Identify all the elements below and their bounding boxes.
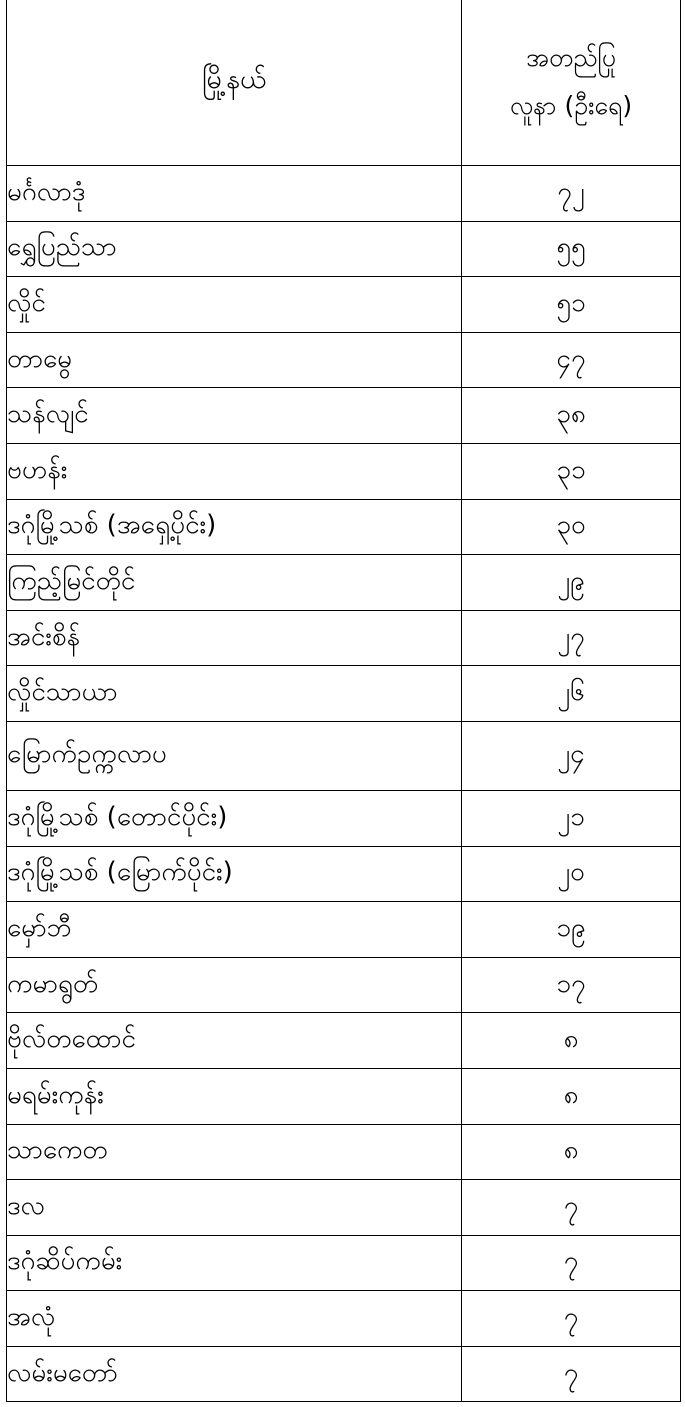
- township-cell: အလုံ: [7, 1291, 462, 1347]
- table-row: [7, 666, 681, 722]
- count-cell: ၂၄: [462, 721, 681, 790]
- township-cell: ကြည့်မြင်တိုင်: [7, 555, 462, 611]
- count-cell: ၈: [462, 1068, 681, 1124]
- table-row: [7, 1124, 681, 1180]
- count-cell: ၈: [462, 1124, 681, 1180]
- township-cell: မြောက်ဥက္ကလာပ: [7, 721, 462, 790]
- township-cell: ဒဂုံဆိပ်ကမ်း: [7, 1235, 462, 1291]
- count-cell: ၂၉: [462, 555, 681, 611]
- township-cell: သန်လျင်: [7, 388, 462, 444]
- count-cell: ၇: [462, 1291, 681, 1347]
- township-column-header: မြို့နယ်: [7, 0, 462, 166]
- township-cell: လမ်းမတော်: [7, 1346, 462, 1402]
- township-cell: ဒဂုံမြို့သစ် (မြောက်ပိုင်း): [7, 846, 462, 902]
- table-row: [7, 388, 681, 444]
- count-cell: ၇: [462, 1235, 681, 1291]
- table-row: [7, 277, 681, 333]
- table-row: [7, 1068, 681, 1124]
- township-cell: သာကေတ: [7, 1124, 462, 1180]
- township-cell: ဗဟန်း: [7, 443, 462, 499]
- confirmed-cases-header-line1: အတည်ပြု: [526, 43, 616, 72]
- count-cell: ၄၇: [462, 332, 681, 388]
- table-row: [7, 1291, 681, 1347]
- count-cell: ၁၇: [462, 957, 681, 1013]
- count-cell: ၂၁: [462, 790, 681, 846]
- table-row: [7, 902, 681, 958]
- count-cell: ၇၂: [462, 166, 681, 222]
- township-cell: လှိုင်: [7, 277, 462, 333]
- table-row: [7, 721, 681, 790]
- table-row: [7, 555, 681, 611]
- township-cell: မရမ်းကုန်း: [7, 1068, 462, 1124]
- township-cell: ကမာရွတ်: [7, 957, 462, 1013]
- count-cell: ၂၇: [462, 610, 681, 666]
- header-row: [7, 0, 681, 166]
- count-cell: ၃၈: [462, 388, 681, 444]
- township-cell: လှိုင်သာယာ: [7, 666, 462, 722]
- table-row: [7, 610, 681, 666]
- table-row: [7, 499, 681, 555]
- township-cell: ရွှေပြည်သာ: [7, 221, 462, 277]
- township-cell: ဒလ: [7, 1180, 462, 1236]
- township-cell: ဒဂုံမြို့သစ် (တောင်ပိုင်း): [7, 790, 462, 846]
- table-row: [7, 166, 681, 222]
- table-row: [7, 1346, 681, 1402]
- count-cell: ၂၆: [462, 666, 681, 722]
- table-row: [7, 957, 681, 1013]
- township-cell: မင်္ဂလာဒုံ: [7, 166, 462, 222]
- count-cell: ၂၀: [462, 846, 681, 902]
- count-cell: ၃၁: [462, 443, 681, 499]
- confirmed-cases-column-header: [462, 0, 681, 166]
- township-cell: ဒဂုံမြို့သစ် (အရှေ့ပိုင်း): [7, 499, 462, 555]
- township-cell: မှော်ဘီ: [7, 902, 462, 958]
- table-row: [7, 1235, 681, 1291]
- count-cell: ၇: [462, 1346, 681, 1402]
- count-cell: ၃၀: [462, 499, 681, 555]
- count-cell: ၅၅: [462, 221, 681, 277]
- table-row: [7, 221, 681, 277]
- table-row: [7, 1013, 681, 1069]
- table-row: [7, 846, 681, 902]
- count-cell: ၈: [462, 1013, 681, 1069]
- table-row: [7, 790, 681, 846]
- count-cell: ၇: [462, 1180, 681, 1236]
- table-row: [7, 443, 681, 499]
- cases-by-township-table: [6, 0, 681, 1402]
- township-cell: ဗိုလ်တထောင်: [7, 1013, 462, 1069]
- table-row: [7, 1180, 681, 1236]
- township-cell: တာမွေ: [7, 332, 462, 388]
- table-row: [7, 332, 681, 388]
- count-cell: ၅၁: [462, 277, 681, 333]
- township-cell: အင်းစိန်: [7, 610, 462, 666]
- confirmed-cases-header-line2: လူနာ (ဦးရေ): [509, 91, 633, 120]
- count-cell: ၁၉: [462, 902, 681, 958]
